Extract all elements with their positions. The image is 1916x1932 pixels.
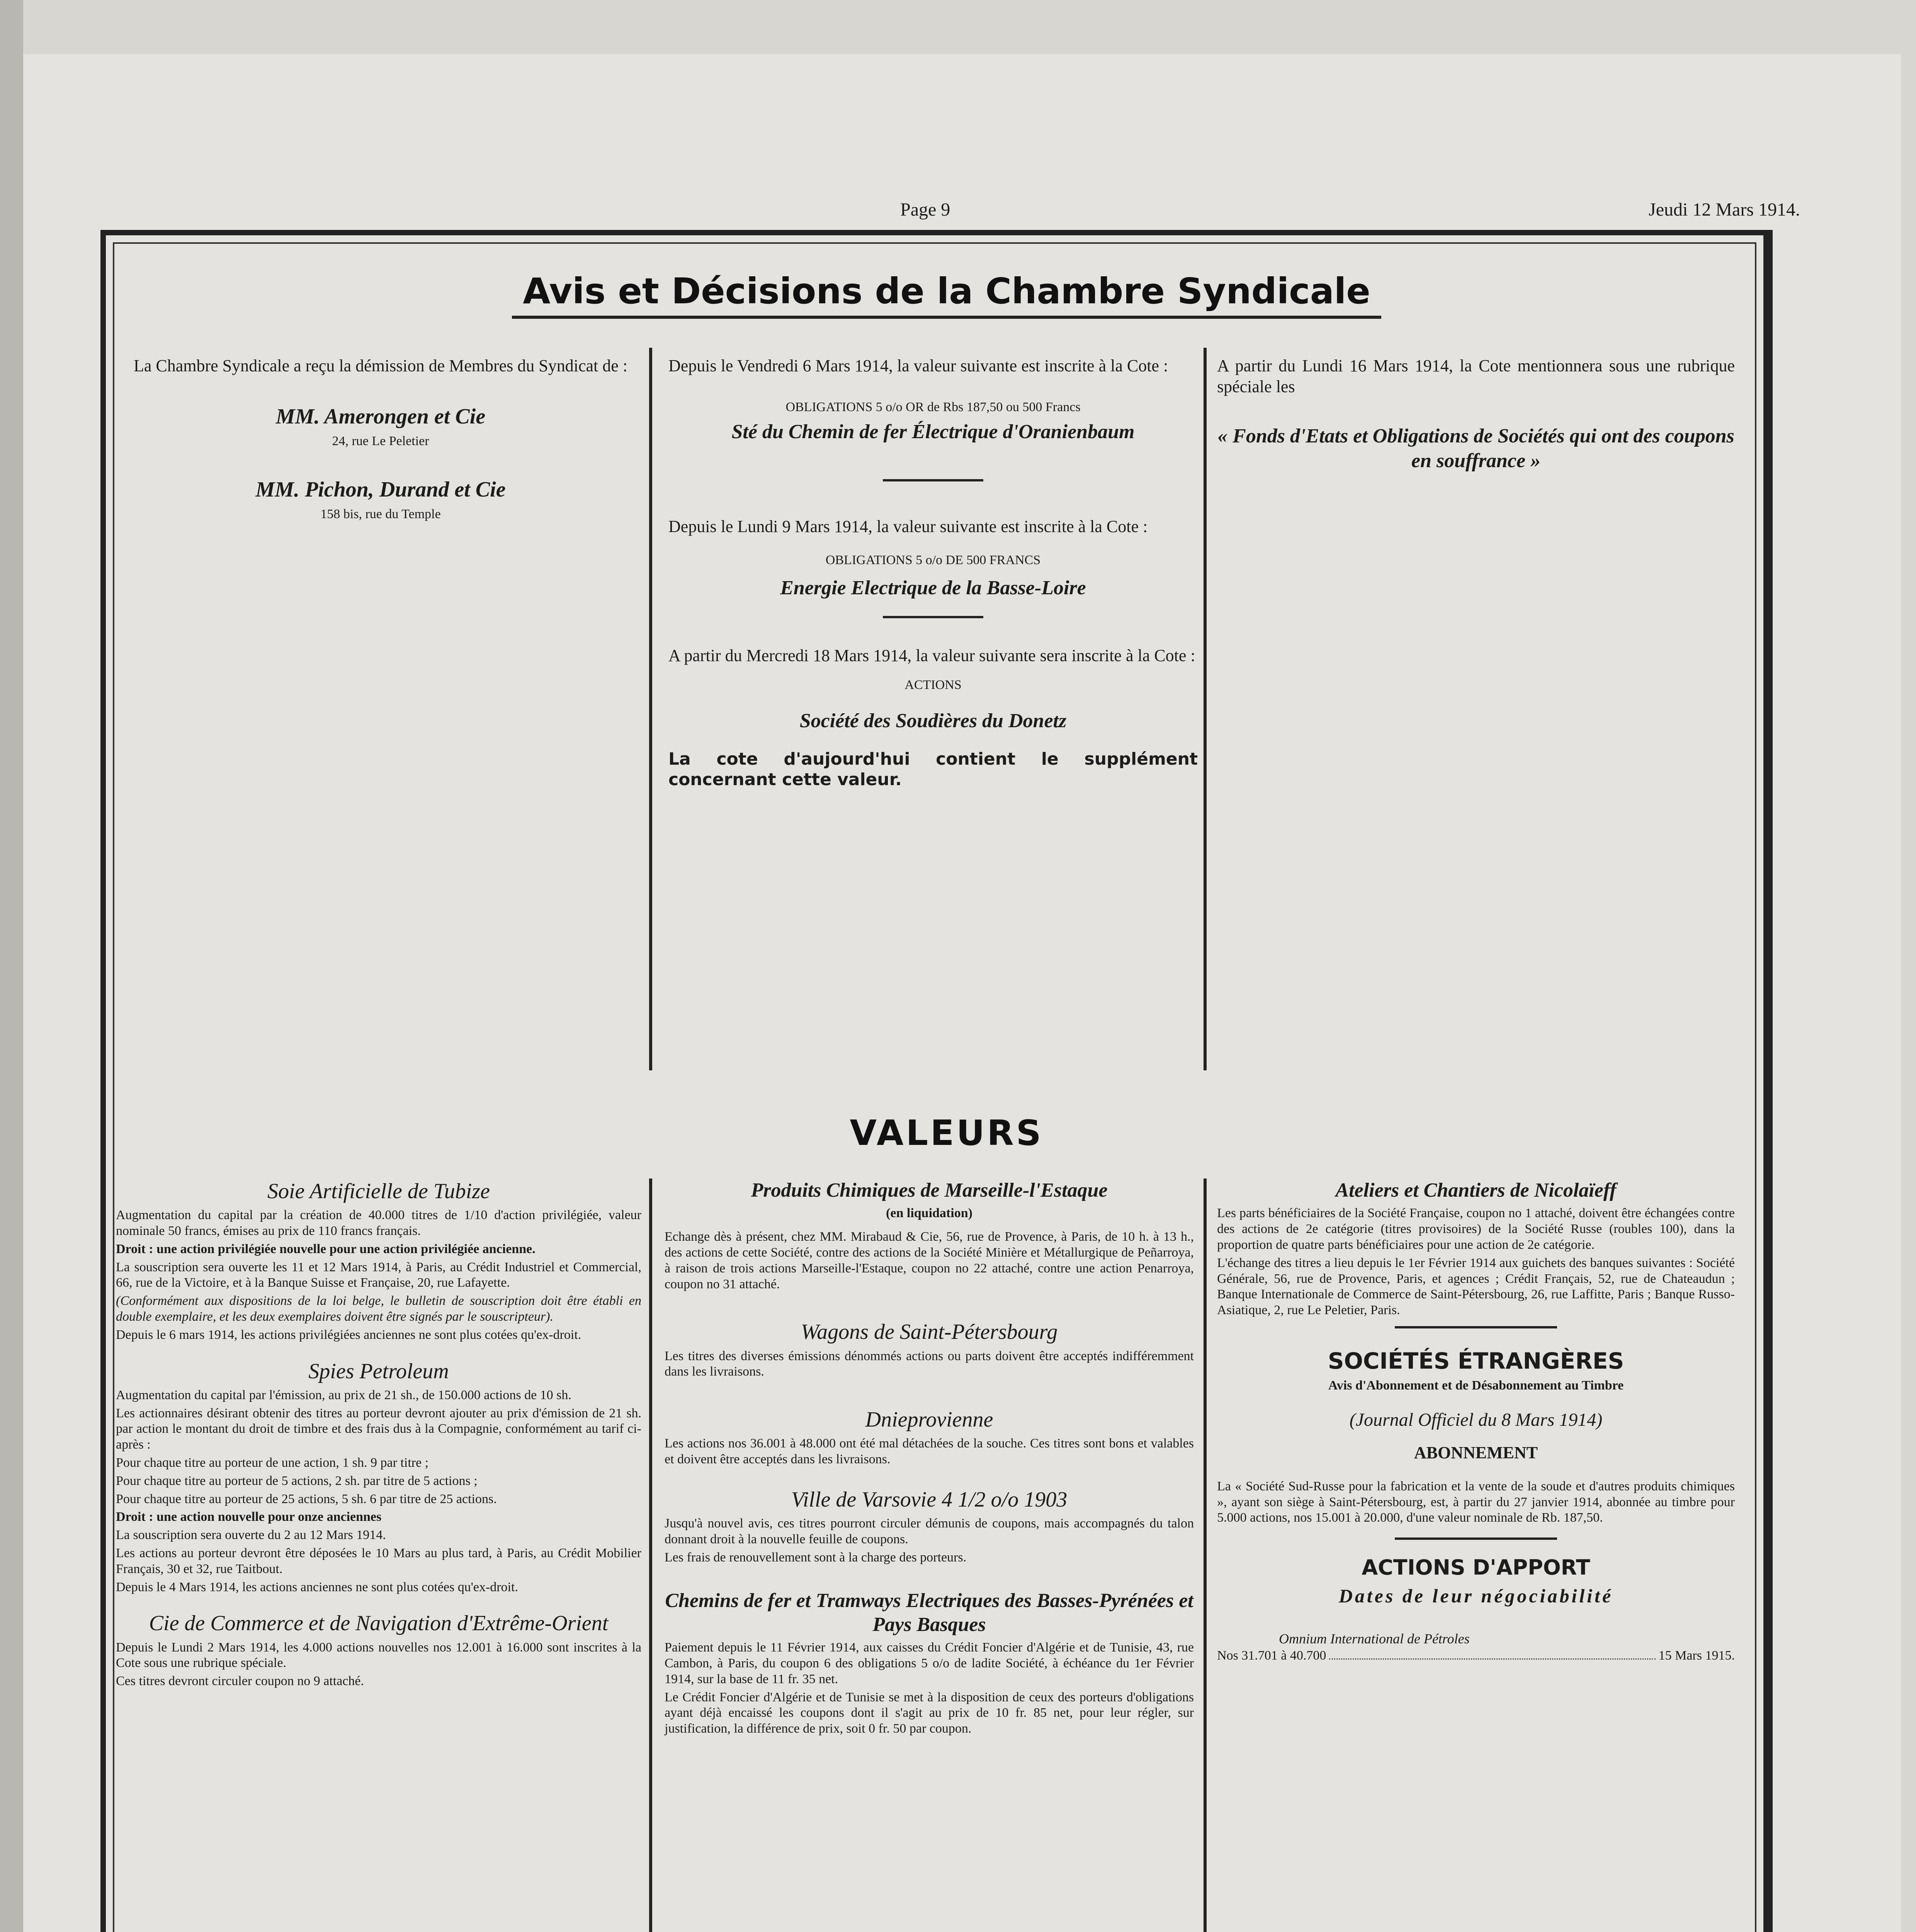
issue-date: Jeudi 12 Mars 1914. [1649,199,1800,220]
valeurs-spies-p5: Pour chaque titre au porteur de 25 actions, 5 sh. 6 par titre de 25 actions. [116,1492,497,1506]
valeurs-basses-pyrenees-p2: Le Crédit Foncier d'Algérie et de Tunisie se met à la disposition de ceux des porteurs d'obligations ayant déjà encaissé les coupons dont il s'agit au prix de 10 fr. 85 net, pour leur régler, sur justification, la différence de prix, soit 0 fr. 50 par coupon. [665,1690,1194,1736]
valeurs-spies-p3: Pour chaque titre au porteur de une action, 1 sh. 9 par titre ; [116,1455,429,1470]
valeurs-omnium-row [1217,1647,1735,1664]
running-head [104,199,1800,226]
valeurs-abonnement-p1: La « Société Sud-Russe pour la fabrication et la vente de la soude et d'autres produits chimiques », ayant son siège à Saint-Pétersbourg, est, à partir du 27 janvier 1914, abonnée au timbre pour 5.000 actions, nos 15.001 à 20.000, d'une valeur nominale de Rb. 187,50. [1217,1479,1735,1525]
valeurs-extreme-orient-heading: Cie de Commerce et de Navigation d'Extrême-Orient [149,1611,609,1636]
valeurs-spies-p8: Les actions au porteur devront être déposées le 10 Mars au plus tard, à Paris, au Crédit Mobilier Français, 30 et 32, rue Taitbout. [116,1546,641,1576]
valeurs-column-rule-2 [1204,1179,1207,1932]
avis-member2-name: MM. Pichon, Durand et Cie [255,477,506,502]
valeurs-nicolaieff-heading: Ateliers et Chantiers de Nicolaïeff [1335,1179,1617,1201]
avis-col2-p3-sub: ACTIONS [904,678,962,692]
valeurs-col-3 [1217,1179,1735,1664]
valeurs-col-1 [116,1179,641,1692]
valeurs-marseille-heading: Produits Chimiques de Marseille-l'Estaque [751,1179,1108,1201]
valeurs-varsovie-p1: Jusqu'à nouvel avis, ces titres pourront circuler démunis de coupons, mais accompagnés du talon donnant droit à la nouvelle feuille de coupons. [665,1516,1194,1546]
valeurs-dnieprovienne-p1: Les actions nos 36.001 à 48.000 ont été mal détachées de la souche. Ces titres sont bons et valables et doivent être acceptés dans les livraisons. [665,1436,1194,1467]
page-number: Page 9 [900,199,950,220]
valeurs-column-rule-1 [649,1179,652,1932]
valeurs-societes-etrangeres-sub: Avis d'Abonnement et de Désabonnement au Timbre [1328,1378,1624,1393]
valeurs-omnium-label: Omnium International de Pétroles [1279,1631,1470,1646]
valeurs-spies-p1: Augmentation du capital par l'émission, au prix de 21 sh., de 150.000 actions de 10 sh. [116,1388,571,1402]
valeurs-spies-heading: Spies Petroleum [308,1359,449,1383]
valeurs-varsovie-heading: Ville de Varsovie 4 1/2 o/o 1903 [791,1487,1068,1512]
valeurs-varsovie-p2: Les frais de renouvellement sont à la charge des porteurs. [665,1550,967,1565]
valeurs-societes-etrangeres-heading: SOCIÉTÉS ÉTRANGÈRES [1328,1347,1624,1374]
valeurs-tubize-p5: Depuis le 6 mars 1914, les actions privilégiées anciennes ne sont plus cotées qu'ex-droit. [116,1327,581,1342]
valeurs-actions-apport-sub: Dates de leur négociabilité [1338,1585,1613,1607]
valeurs-marseille-sub: (en liquidation) [886,1206,972,1221]
avis-col3-p1: A partir du Lundi 16 Mars 1914, la Cote mentionnera sous une rubrique spéciale les [1217,356,1735,396]
avis-divider-1 [883,479,983,481]
valeurs-spies-p2: Les actionnaires désirant obtenir des titres au porteur devront ajouter au prix d'émission de 21 sh. par action le montant du droit de timbre et des frais dus à la Compagnie, conformément au tarif ci-après : [116,1406,641,1452]
avis-title [386,270,1507,319]
avis-col-2 [668,355,1198,793]
avis-col2-p1-name: Sté du Chemin de fer Électrique d'Oranienbaum [731,421,1135,443]
valeurs-nicolaieff-p2: L'échange des titres a lieu depuis le 1er Février 1914 aux guichets des banques suivantes : Société Générale, 56, rue de Provence, Paris, et agences ; Crédit Français, 52, rue de Chateaudun ; Banque Internationale de Commerce de Saint-Pétersbourg, 26, rue Laffitte, Paris ; Banque Russo-Asiatique, 2, rue Le Peletier, Paris. [1217,1255,1735,1318]
avis-column-rule-1 [649,348,652,1070]
valeurs-spies-p9: Depuis le 4 Mars 1914, les actions anciennes ne sont plus cotées qu'ex-droit. [116,1580,519,1594]
valeurs-omnium-date: 15 Mars 1915. [1658,1648,1735,1663]
valeurs-wagons-heading: Wagons de Saint-Pétersbourg [801,1320,1058,1344]
avis-title-underline [512,316,1381,319]
valeurs-dnieprovienne-heading: Dnieprovienne [865,1408,993,1432]
valeurs-tubize-p4: (Conformément aux dispositions de la loi belge, le bulletin de souscription doit être établi en double exemplaire, et les deux exemplaires doivent être signés par le souscripteur). [116,1294,641,1324]
valeurs-extreme-orient-p2: Ces titres devront circuler coupon no 9 attaché. [116,1674,364,1689]
avis-col2-p1: Depuis le Vendredi 6 Mars 1914, la valeur suivante est inscrite à la Cote : [668,356,1168,375]
valeurs-spies-p6: Droit : une action nouvelle pour onze anciennes [116,1510,382,1524]
valeurs-basses-pyrenees-p1: Paiement depuis le 11 Février 1914, aux caisses du Crédit Foncier d'Algérie et de Tunisie, 43, rue Cambon, à Paris, du coupon 6 des obligations 5 o/o de ladite Société, à échéance du 1er Février 1914, sur la base de 11 fr. 35 net. [665,1640,1194,1686]
valeurs-actions-apport-heading: ACTIONS D'APPORT [1362,1555,1590,1580]
avis-col2-p3: A partir du Mercredi 18 Mars 1914, la valeur suivante sera inscrite à la Cote : [668,646,1195,665]
avis-col1-intro: La Chambre Syndicale a reçu la démission de Membres du Syndicat de : [133,356,628,375]
avis-col3-p1-name: « Fonds d'Etats et Obligations de Sociétés qui ont des coupons en souffrance » [1217,425,1734,472]
avis-col-3 [1217,355,1735,473]
avis-member2-address: 158 bis, rue du Temple [320,507,441,522]
valeurs-omnium-numbers: Nos 31.701 à 40.700 [1217,1648,1326,1663]
avis-col2-p2-sub: OBLIGATIONS 5 o/o DE 500 FRANCS [825,553,1041,567]
avis-col2-p1-sub: OBLIGATIONS 5 o/o OR de Rbs 187,50 ou 500 Francs [785,400,1081,414]
valeurs-tubize-p3: La souscription sera ouverte les 11 et 12 Mars 1914, à Paris, au Crédit Industriel et Commercial, 66, rue de la Victoire, et à la Banque Suisse et Française, 20, rue Lafayette. [116,1260,641,1290]
valeurs-spies-p7: La souscription sera ouverte du 2 au 12 Mars 1914. [116,1528,386,1543]
avis-member1-name: MM. Amerongen et Cie [275,404,486,429]
valeurs-abonnement-heading: ABONNEMENT [1414,1443,1538,1462]
valeurs-wagons-p1: Les titres des diverses émissions dénommés actions ou parts doivent être acceptés indifféremment dans les livraisons. [665,1349,1194,1379]
avis-column-rule-2 [1204,348,1207,1070]
valeurs-tubize-heading: Soie Artificielle de Tubize [267,1179,490,1203]
valeurs-extreme-orient-p1: Depuis le Lundi 2 Mars 1914, les 4.000 actions nouvelles nos 12.001 à 16.000 sont inscrites à la Cote sous une rubrique spéciale. [116,1640,641,1670]
dot-leader [1329,1658,1655,1660]
avis-title-text: Avis et Décisions de la Chambre Syndicale [523,270,1370,312]
valeurs-nicolaieff-p1: Les parts bénéficiaires de la Société Française, coupon no 1 attaché, doivent être échangées contre des actions de 2e catégorie (titres provisoires) de la Société Russe (roubles 100), dans la proportion de quatre parts bénéficiaires pour une action de 2e catégorie. [1217,1206,1735,1252]
valeurs-title: VALEURS [850,1113,1044,1153]
valeurs-tubize-p2: Droit : une action privilégiée nouvelle pour une action privilégiée ancienne. [116,1242,536,1256]
page-edge-shadow [0,0,23,1932]
valeurs-col-2 [665,1179,1194,1739]
valeurs-tubize-p1: Augmentation du capital par la création de 40.000 titres de 1/10 d'action privilégiée, valeur nominale 50 francs, émises au prix de 110 francs français. [116,1208,641,1238]
avis-col2-p2: Depuis le Lundi 9 Mars 1914, la valeur suivante est inscrite à la Cote : [668,517,1148,536]
valeurs-col3-divider-1 [1395,1326,1557,1328]
valeurs-marseille-p1: Echange dès à présent, chez MM. Mirabaud & Cie, 56, rue de Provence, à Paris, de 10 h. à 13 h., des actions de cette Société, contre des actions de la Société Minière et Métallurgique de Peñarroya, à raison de trois actions Marseille-l'Estaque, coupon no 22 attaché, contre une action Penarroya, coupon no 31 attaché. [665,1230,1194,1291]
avis-member1-address: 24, rue Le Peletier [332,434,429,448]
avis-col2-p2-name: Energie Electrique de la Basse-Loire [780,577,1086,599]
valeurs-col3-divider-2 [1395,1537,1557,1540]
valeurs-basses-pyrenees-heading: Chemins de fer et Tramways Electriques des Basses-Pyrénées et Pays Basques [665,1589,1193,1636]
valeurs-journal-officiel: (Journal Officiel du 8 Mars 1914) [1349,1410,1603,1430]
avis-col2-p3-name: Société des Soudières du Donetz [799,710,1067,732]
avis-col2-p4: La cote d'aujourd'hui contient le supplément concernant cette valeur. [668,749,1198,790]
valeurs-spies-p4: Pour chaque titre au porteur de 5 actions, 2 sh. par titre de 5 actions ; [116,1473,478,1488]
avis-divider-2 [883,616,983,618]
avis-col-1 [124,355,638,522]
